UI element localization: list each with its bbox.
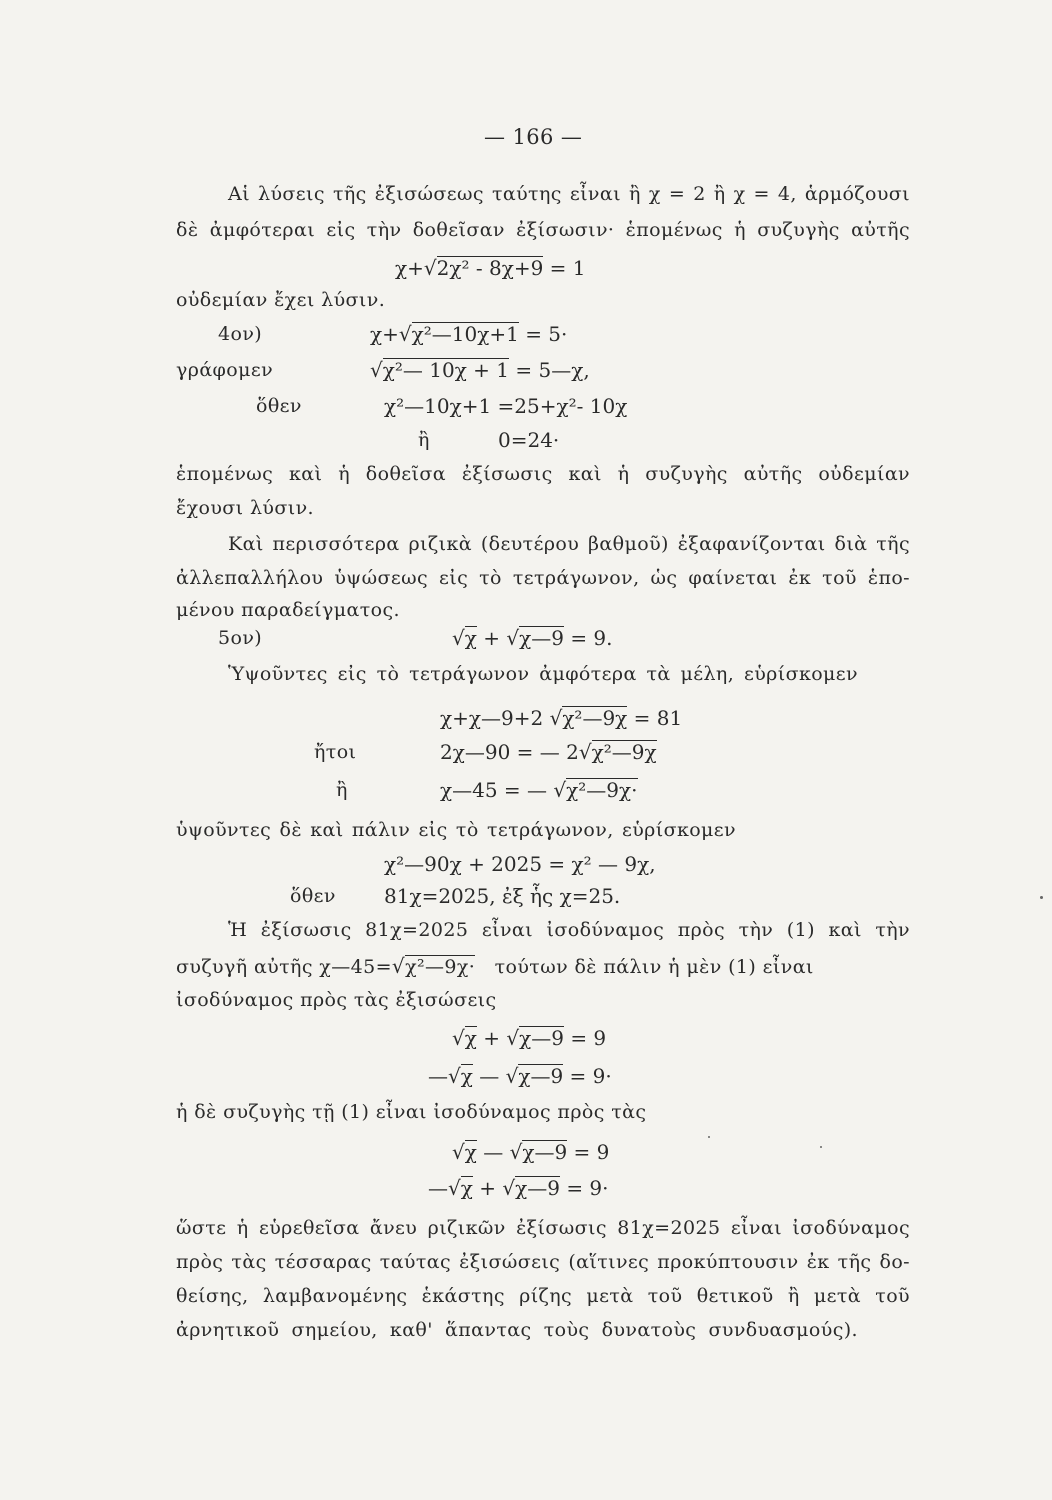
text-line-14: Ὑψοῦντες εἰς τὸ τετράγωνον ἀμφότερα τὰ μέλη, εὑρίσκομεν [228, 663, 858, 685]
text-line-26: ἡ δὲ συζυγὴς τῇ (1) εἶναι ἰσοδύναμος πρὸς τὰς [176, 1101, 647, 1123]
label-i-2: ἢ [336, 779, 348, 801]
equation-5: 0=24· [498, 428, 560, 452]
equation-3: √χ²— 10χ + 1 = 5—χ, [370, 358, 590, 382]
equation-1: χ+√2χ² - 8χ+9 = 1 [395, 256, 586, 280]
equation-16: —√χ + √χ—9 = 9· [428, 1176, 609, 1200]
equation-4: χ²—10χ+1 =25+χ²- 10χ [384, 394, 628, 418]
case-5-label: 5ον) [218, 627, 263, 649]
text-line-12: μένου παραδείγματος. [176, 599, 400, 621]
radical-22: χ²—9χ· [405, 956, 476, 978]
text-line-22-start: συζυγῆ αὐτῆς χ—45= [176, 956, 392, 978]
label-othen-2: ὅθεν [290, 885, 336, 907]
scan-speck-1 [1040, 896, 1043, 899]
equation-2: χ+√χ²—10χ+1 = 5· [370, 322, 568, 346]
text-line-23: ἰσοδύναμος πρὸς τὰς ἐξισώσεις [176, 989, 497, 1011]
page-number: — 166 — [484, 125, 583, 149]
text-line-1: Αἱ λύσεις τῆς ἐξισώσεως ταύτης εἶναι ἢ χ = 2 ἢ χ = 4, ἁρμόζουσι [228, 183, 910, 205]
equation-10: χ²—90χ + 2025 = χ² — 9χ, [384, 852, 656, 876]
text-line-11: ἀλλεπαλλήλου ὑψώσεως εἰς τὸ τετράγωνον, ὡς φαίνεται ἐκ τοῦ ἑπο- [176, 567, 910, 589]
text-line-32: ἀρνητικοῦ σημείου, καθ' ἅπαντας τοὺς δυνατοὺς συνδυασμούς). [176, 1319, 858, 1341]
label-grafomen: γράφομεν [176, 359, 274, 381]
text-line-22: συζυγῆ αὐτῆς χ—45=√χ²—9χ· τούτων δὲ πάλιν ἡ μὲν (1) εἶναι [176, 954, 814, 978]
case-4-label: 4ον) [218, 323, 263, 345]
label-itoi: ἤτοι [314, 741, 357, 763]
text-line-2: δὲ ἀμφότεραι εἰς τὴν δοθεῖσαν ἐξίσωσιν· ἑπομένως ἡ συζυγὴς αὐτῆς [176, 219, 910, 241]
text-line-31: θείσης, λαμβανομένης ἑκάστης ρίζης μετὰ τοῦ θετικοῦ ἢ μετὰ τοῦ [176, 1285, 910, 1307]
equation-9: χ—45 = — √χ²—9χ· [440, 778, 638, 802]
equation-8: 2χ—90 = — 2√χ²—9χ [440, 740, 657, 764]
text-line-10: Καὶ περισσότερα ριζικὰ (δευτέρου βαθμοῦ) ἐξαφανίζονται διὰ τῆς [228, 533, 910, 555]
scan-speck-2 [820, 1146, 822, 1148]
text-line-8: ἑπομένως καὶ ἡ δοθεῖσα ἐξίσωσις καὶ ἡ συζυγὴς αὐτῆς οὐδεμίαν [176, 463, 910, 485]
scan-speck-3 [708, 1136, 710, 1138]
label-i-1: ἢ [418, 429, 430, 451]
text-line-9: ἔχουσι λύσιν. [176, 497, 314, 519]
equation-7: χ+χ—9+2 √χ²—9χ = 81 [440, 706, 683, 730]
equation-15: √χ — √χ—9 = 9 [452, 1140, 610, 1164]
text-line-30: πρὸς τὰς τέσσαρας ταύτας ἐξισώσεις (αἵτινες προκύπτουσιν ἐκ τῆς δο- [176, 1251, 910, 1273]
equation-14: —√χ — √χ—9 = 9· [428, 1064, 612, 1088]
label-othen-1: ὅθεν [256, 395, 302, 417]
equation-6: √χ + √χ—9 = 9. [452, 626, 613, 650]
equation-11: 81χ=2025, ἐξ ἧς χ=25. [384, 884, 621, 908]
text-line-22-end: τούτων δὲ πάλιν ἡ μὲν (1) εἶναι [494, 956, 814, 978]
text-line-3: οὐδεμίαν ἔχει λύσιν. [176, 289, 386, 311]
text-line-29: ὥστε ἡ εὑρεθεῖσα ἄνευ ριζικῶν ἐξίσωσις 81χ=2025 εἶναι ἰσοδύναμος [176, 1217, 910, 1239]
equation-13: √χ + √χ—9 = 9 [452, 1026, 607, 1050]
text-line-18: ὑψοῦντες δὲ καὶ πάλιν εἰς τὸ τετράγωνον, εὑρίσκομεν [176, 819, 736, 841]
text-line-21: Ἡ ἐξίσωσις 81χ=2025 εἶναι ἰσοδύναμος πρὸς τὴν (1) καὶ τὴν [228, 919, 910, 941]
